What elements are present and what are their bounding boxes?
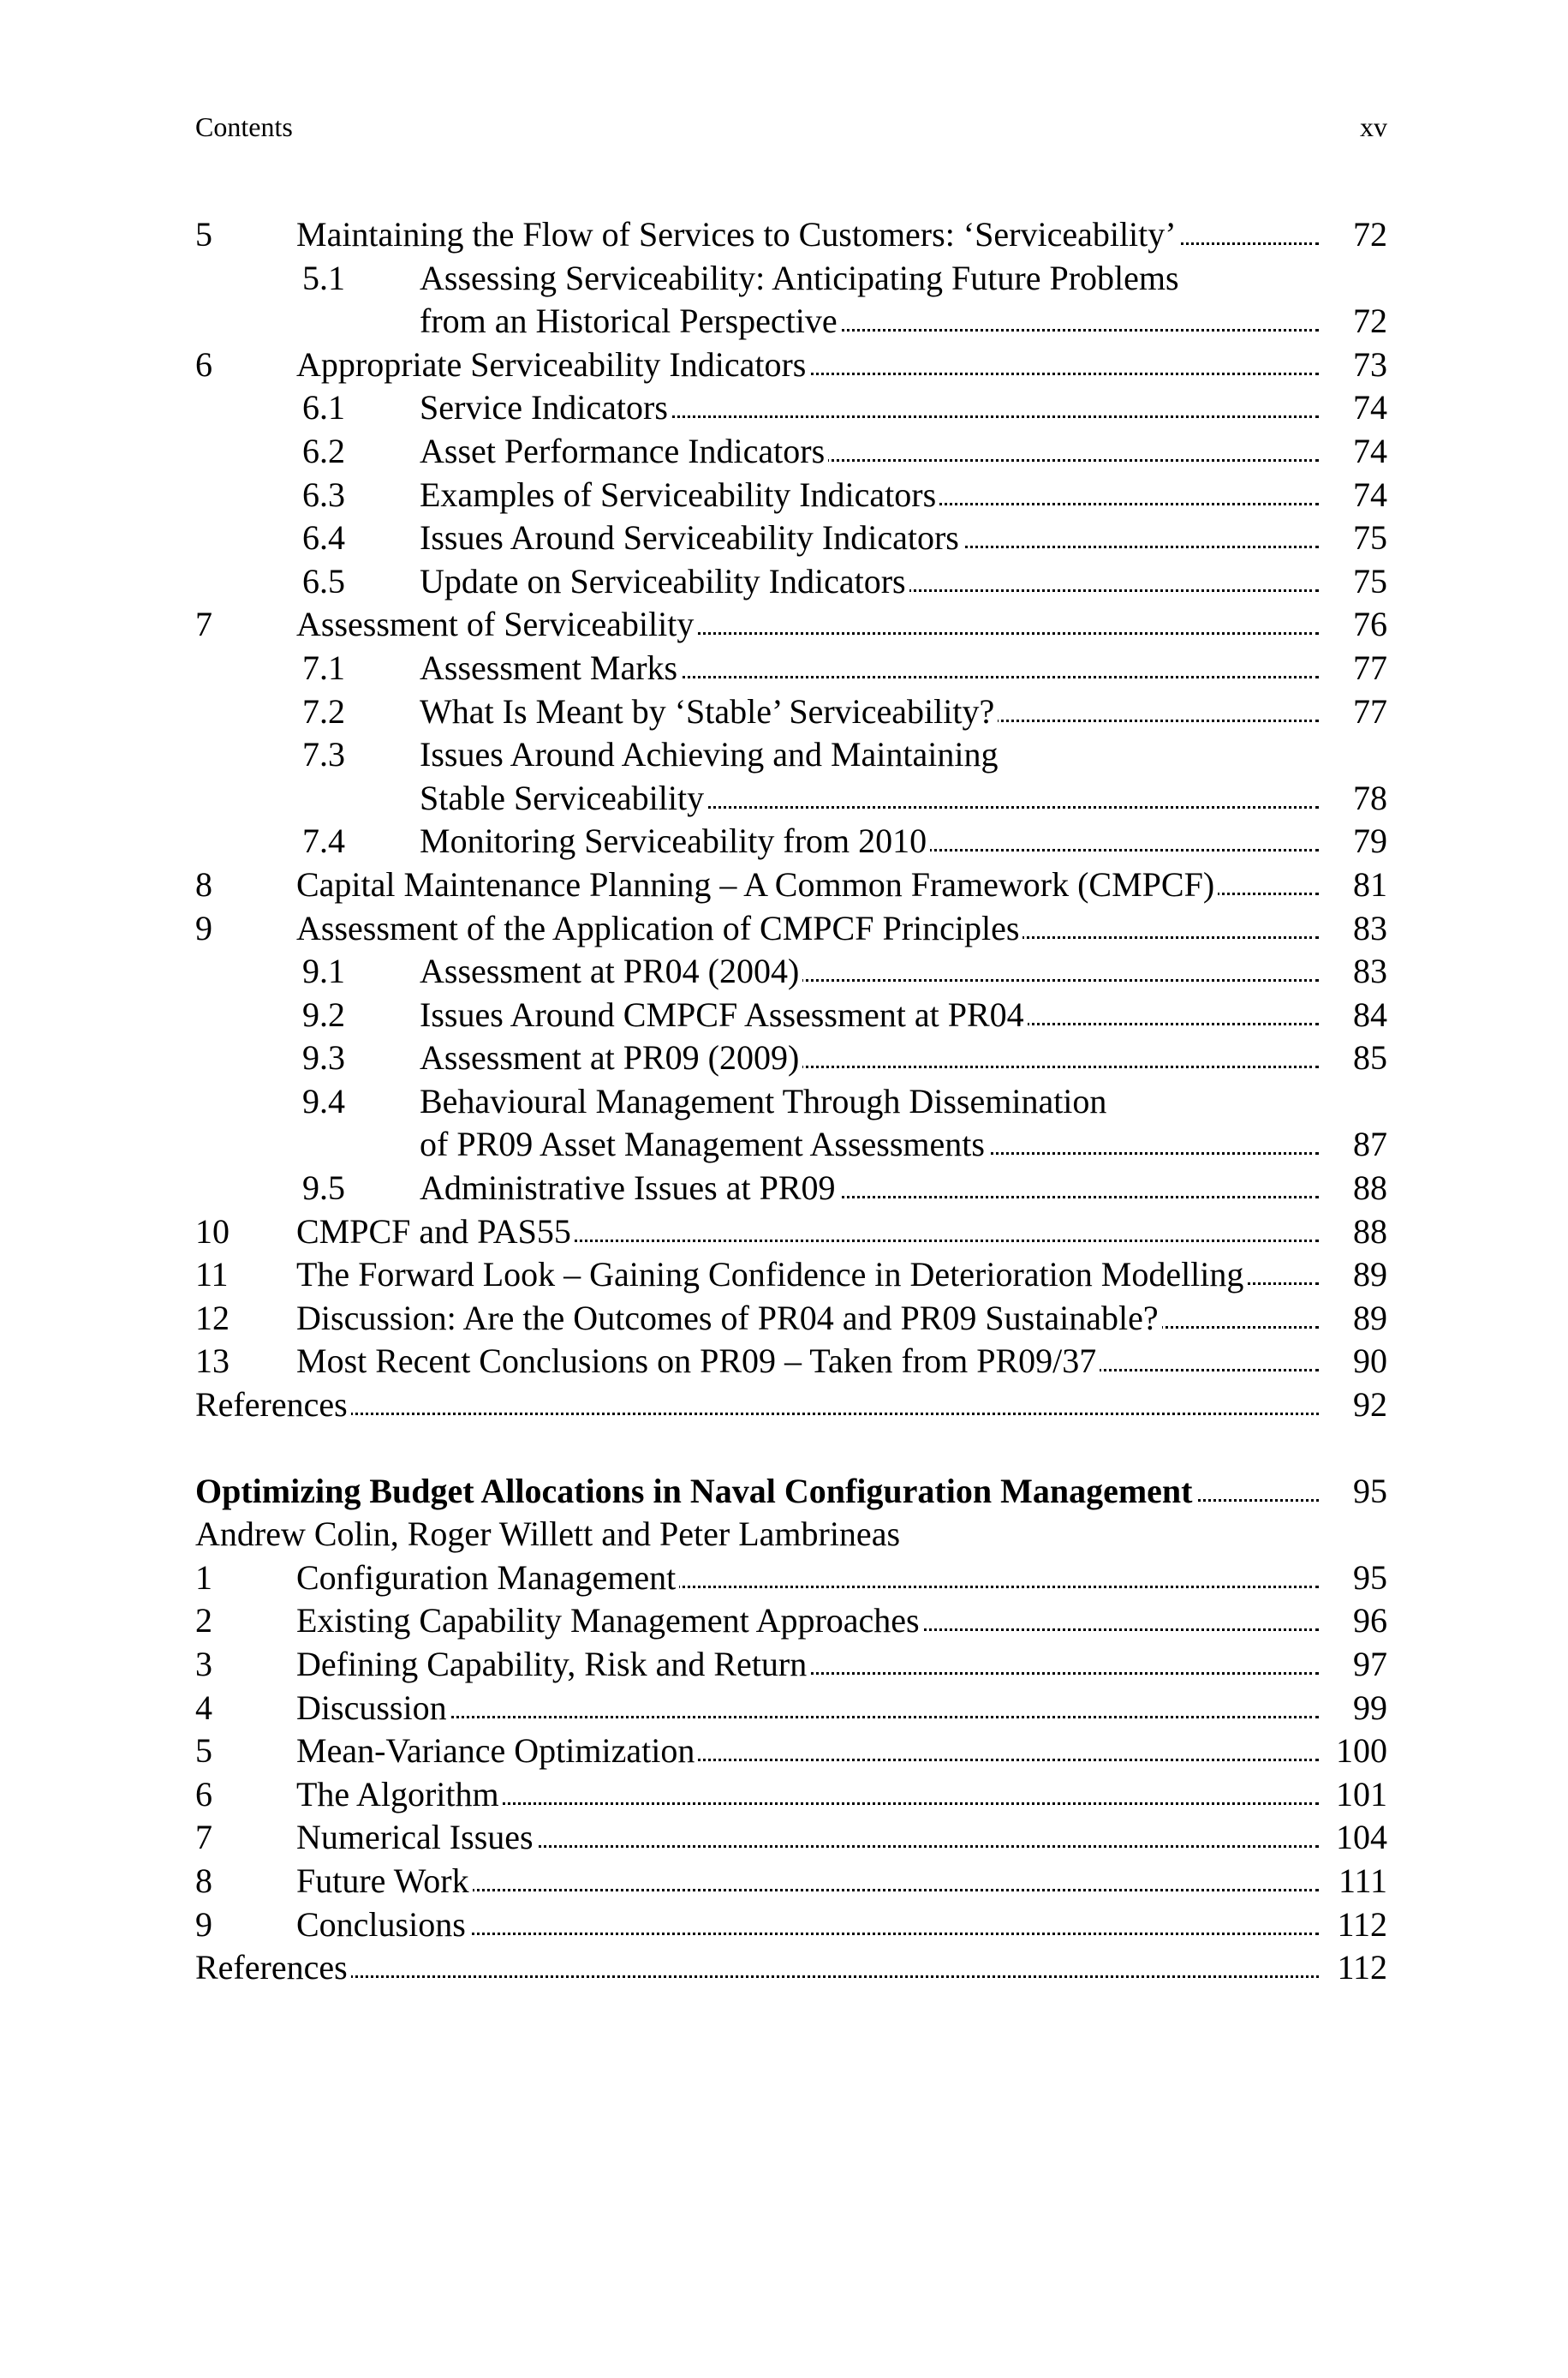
entry-body bbox=[296, 1773, 1387, 1816]
entry-body bbox=[420, 474, 1387, 517]
toc-entry bbox=[195, 733, 1387, 777]
toc-entry bbox=[195, 1210, 1387, 1254]
toc-entry bbox=[195, 1946, 1387, 1990]
entry-page-number: 96 bbox=[1319, 1599, 1387, 1642]
toc-entry bbox=[195, 1297, 1387, 1341]
entry-number: 5 bbox=[195, 1731, 212, 1771]
entry-number: 7 bbox=[195, 605, 212, 644]
entry-title: Future Work bbox=[296, 1861, 473, 1900]
entry-title: References bbox=[195, 1948, 351, 1987]
entry-title: Issues Around Serviceability Indicators bbox=[420, 518, 963, 557]
entry-title: References bbox=[195, 1385, 351, 1424]
entry-body bbox=[420, 386, 1387, 429]
entry-page-number: 74 bbox=[1319, 386, 1387, 429]
entry-page-number: 88 bbox=[1319, 1167, 1387, 1210]
entry-title: Appropriate Serviceability Indicators bbox=[296, 345, 809, 384]
entry-number: 8 bbox=[195, 1861, 212, 1900]
entry-number: 2 bbox=[195, 1601, 212, 1640]
entry-page-number: 75 bbox=[1319, 560, 1387, 603]
entry-number: 13 bbox=[195, 1341, 230, 1381]
entry-number: 9.4 bbox=[302, 1081, 345, 1120]
toc-entry bbox=[195, 1773, 1387, 1817]
entry-title: Examples of Serviceability Indicators bbox=[420, 475, 939, 514]
entry-body bbox=[296, 603, 1387, 646]
entry-body bbox=[420, 560, 1387, 603]
entry-body bbox=[296, 907, 1387, 950]
entry-body bbox=[420, 517, 1387, 559]
toc-entry bbox=[195, 1687, 1387, 1730]
entry-number: 9.1 bbox=[302, 952, 345, 991]
toc-entry bbox=[195, 1556, 1387, 1600]
dot-leader bbox=[195, 1975, 1319, 1978]
section-gap bbox=[195, 1427, 1387, 1470]
toc-entry bbox=[195, 1080, 1387, 1124]
entry-body bbox=[420, 950, 1387, 993]
entry-body bbox=[420, 300, 1387, 343]
toc-entry bbox=[195, 907, 1387, 951]
entry-body bbox=[420, 994, 1387, 1037]
entry-number: 7 bbox=[195, 1818, 212, 1857]
entry-body bbox=[420, 690, 1387, 733]
entry-body bbox=[195, 1470, 1387, 1513]
entry-body bbox=[296, 1903, 1387, 1946]
entry-body bbox=[296, 1860, 1387, 1903]
entry-page-number: 99 bbox=[1319, 1687, 1387, 1730]
entry-page-number: 90 bbox=[1319, 1340, 1387, 1383]
toc-entry bbox=[195, 213, 1387, 257]
entry-title: Issues Around CMPCF Assessment at PR04 bbox=[420, 995, 1028, 1034]
entry-page-number: 75 bbox=[1319, 517, 1387, 559]
entry-number: 6 bbox=[195, 1774, 212, 1813]
entry-page-number: 95 bbox=[1319, 1556, 1387, 1599]
entry-page-number: 89 bbox=[1319, 1297, 1387, 1340]
entry-title: What Is Meant by ‘Stable’ Serviceability? bbox=[420, 692, 998, 731]
toc-entry bbox=[195, 820, 1387, 863]
toc-entry bbox=[195, 1383, 1387, 1427]
table-of-contents bbox=[195, 213, 1387, 1990]
entry-number: 6.5 bbox=[302, 561, 345, 600]
entry-body bbox=[420, 1037, 1387, 1079]
entry-page-number: 78 bbox=[1319, 777, 1387, 820]
entry-title: Numerical Issues bbox=[296, 1818, 537, 1856]
dot-leader bbox=[195, 1413, 1319, 1415]
entry-body bbox=[420, 777, 1387, 820]
entry-page-number: 111 bbox=[1319, 1860, 1387, 1903]
entry-body bbox=[420, 647, 1387, 690]
entry-body bbox=[296, 863, 1387, 906]
entry-number: 9 bbox=[195, 1904, 212, 1944]
entry-number: 3 bbox=[195, 1645, 212, 1683]
entry-page-number: 101 bbox=[1319, 1773, 1387, 1816]
entry-title: Assessing Serviceability: Anticipating Future Problems bbox=[420, 259, 1183, 297]
entry-title: Optimizing Budget Allocations in Naval Configuration Management bbox=[195, 1472, 1196, 1510]
chapter-title-entry bbox=[195, 1470, 1387, 1514]
entry-body bbox=[195, 1513, 1387, 1556]
entry-page-number: 95 bbox=[1319, 1470, 1387, 1513]
entry-title: Defining Capability, Risk and Return bbox=[296, 1645, 810, 1683]
entry-body bbox=[296, 1599, 1387, 1642]
toc-entry bbox=[195, 777, 1387, 821]
toc-entry bbox=[195, 1816, 1387, 1860]
entry-page-number: 100 bbox=[1319, 1730, 1387, 1772]
entry-page-number: 85 bbox=[1319, 1037, 1387, 1079]
entry-number: 7.4 bbox=[302, 822, 345, 861]
toc-entry bbox=[195, 647, 1387, 690]
entry-body bbox=[420, 430, 1387, 473]
toc-entry bbox=[195, 1253, 1387, 1297]
entry-title: Discussion: Are the Outcomes of PR04 and PR09 Sustainable? bbox=[296, 1299, 1162, 1337]
entry-number: 9.5 bbox=[302, 1168, 345, 1208]
entry-body bbox=[296, 1556, 1387, 1599]
entry-page-number: 74 bbox=[1319, 474, 1387, 517]
toc-entry bbox=[195, 690, 1387, 734]
entry-body bbox=[296, 1210, 1387, 1253]
page-header bbox=[195, 110, 1387, 144]
toc-entry bbox=[195, 1903, 1387, 1947]
entry-number: 7.3 bbox=[302, 735, 345, 774]
toc-entry bbox=[195, 950, 1387, 994]
toc-entry bbox=[195, 1860, 1387, 1903]
toc-entry bbox=[195, 300, 1387, 344]
entry-title: Most Recent Conclusions on PR09 – Taken from PR09/37 bbox=[296, 1341, 1100, 1380]
entry-title: Assessment Marks bbox=[420, 648, 681, 687]
entry-body bbox=[420, 1167, 1387, 1210]
toc-entry bbox=[195, 517, 1387, 560]
toc-entry bbox=[195, 386, 1387, 430]
entry-page-number: 81 bbox=[1319, 863, 1387, 906]
toc-entry bbox=[195, 1123, 1387, 1167]
entry-title: CMPCF and PAS55 bbox=[296, 1212, 575, 1251]
entry-page-number: 83 bbox=[1319, 950, 1387, 993]
entry-number: 6.2 bbox=[302, 431, 345, 470]
toc-entry bbox=[195, 1643, 1387, 1687]
toc-entry bbox=[195, 560, 1387, 604]
entry-number: 5.1 bbox=[302, 258, 345, 297]
toc-entry bbox=[195, 1167, 1387, 1210]
entry-page-number: 87 bbox=[1319, 1123, 1387, 1166]
page-number: xv bbox=[1360, 111, 1387, 142]
entry-body bbox=[296, 1643, 1387, 1686]
entry-body bbox=[195, 1946, 1387, 1989]
entry-body bbox=[296, 1340, 1387, 1383]
entry-page-number: 88 bbox=[1319, 1210, 1387, 1253]
entry-number: 7.1 bbox=[302, 648, 345, 687]
entry-body bbox=[296, 1687, 1387, 1730]
entry-title: Issues Around Achieving and Maintaining bbox=[420, 735, 1001, 774]
entry-number: 5 bbox=[195, 215, 212, 254]
toc-entry bbox=[195, 863, 1387, 907]
toc-entry bbox=[195, 1730, 1387, 1773]
entry-title: The Forward Look – Gaining Confidence in Deterioration Modelling bbox=[296, 1255, 1247, 1294]
entry-number: 12 bbox=[195, 1298, 230, 1337]
entry-title: Conclusions bbox=[296, 1905, 469, 1944]
entry-body bbox=[420, 820, 1387, 863]
entry-body bbox=[420, 1123, 1387, 1166]
toc-entry bbox=[195, 603, 1387, 647]
entry-body bbox=[296, 1297, 1387, 1340]
entry-page-number: 73 bbox=[1319, 344, 1387, 386]
entry-page-number: 72 bbox=[1319, 213, 1387, 256]
entry-number: 9 bbox=[195, 908, 212, 947]
entry-title: Assessment of the Application of CMPCF Principles bbox=[296, 909, 1022, 947]
entry-title: Update on Serviceability Indicators bbox=[420, 562, 909, 600]
entry-body bbox=[296, 344, 1387, 386]
entry-title: Andrew Colin, Roger Willett and Peter Lambrineas bbox=[195, 1515, 903, 1553]
entry-title: Service Indicators bbox=[420, 388, 671, 427]
entry-number: 10 bbox=[195, 1211, 230, 1251]
entry-page-number: 112 bbox=[1319, 1903, 1387, 1946]
toc-entry bbox=[195, 1340, 1387, 1383]
entry-page-number: 84 bbox=[1319, 994, 1387, 1037]
entry-number: 6 bbox=[195, 344, 212, 384]
entry-number: 9.2 bbox=[302, 995, 345, 1034]
entry-number: 4 bbox=[195, 1688, 212, 1727]
entry-number: 6.3 bbox=[302, 475, 345, 514]
entry-body bbox=[296, 1730, 1387, 1772]
entry-page-number: 89 bbox=[1319, 1253, 1387, 1296]
entry-title: Configuration Management bbox=[296, 1558, 679, 1597]
entry-title: Assessment of Serviceability bbox=[296, 605, 697, 643]
entry-body bbox=[195, 1383, 1387, 1426]
entry-title: Maintaining the Flow of Services to Customers: ‘Serviceability’ bbox=[296, 215, 1180, 254]
entry-title: Discussion bbox=[296, 1688, 450, 1727]
entry-title: Behavioural Management Through Dissemination bbox=[420, 1082, 1110, 1120]
entry-body bbox=[420, 257, 1387, 300]
entry-number: 6.1 bbox=[302, 388, 345, 427]
entry-body bbox=[296, 1816, 1387, 1859]
entry-page-number: 77 bbox=[1319, 647, 1387, 690]
entry-title: from an Historical Perspective bbox=[420, 302, 841, 340]
entry-number: 6.4 bbox=[302, 518, 345, 558]
entry-body bbox=[296, 1253, 1387, 1296]
entry-page-number: 74 bbox=[1319, 430, 1387, 473]
entry-title: Assessment at PR04 (2004) bbox=[420, 952, 802, 990]
entry-title: Administrative Issues at PR09 bbox=[420, 1168, 839, 1207]
toc-entry bbox=[195, 474, 1387, 517]
entry-page-number: 77 bbox=[1319, 690, 1387, 733]
entry-body bbox=[296, 213, 1387, 256]
entry-body bbox=[420, 733, 1387, 776]
entry-number: 8 bbox=[195, 864, 212, 904]
entry-page-number: 76 bbox=[1319, 603, 1387, 646]
entry-page-number: 79 bbox=[1319, 820, 1387, 863]
entry-page-number: 104 bbox=[1319, 1816, 1387, 1859]
toc-entry bbox=[195, 1599, 1387, 1643]
entry-number: 11 bbox=[195, 1255, 229, 1294]
toc-entry bbox=[195, 1513, 1387, 1556]
entry-title: The Algorithm bbox=[296, 1775, 503, 1813]
entry-number: 1 bbox=[195, 1557, 212, 1597]
entry-title: Monitoring Serviceability from 2010 bbox=[420, 822, 930, 860]
entry-page-number: 97 bbox=[1319, 1643, 1387, 1686]
entry-page-number: 72 bbox=[1319, 300, 1387, 343]
entry-title: Existing Capability Management Approaches bbox=[296, 1601, 923, 1640]
entry-title: of PR09 Asset Management Assessments bbox=[420, 1125, 988, 1163]
toc-entry bbox=[195, 1037, 1387, 1080]
toc-entry bbox=[195, 344, 1387, 387]
entry-title: Mean-Variance Optimization bbox=[296, 1731, 698, 1770]
entry-title: Asset Performance Indicators bbox=[420, 432, 828, 470]
entry-body bbox=[420, 1080, 1387, 1123]
entry-number: 9.3 bbox=[302, 1038, 345, 1078]
running-head: Contents bbox=[195, 111, 293, 142]
toc-entry bbox=[195, 257, 1387, 301]
entry-number: 7.2 bbox=[302, 691, 345, 731]
entry-title: Capital Maintenance Planning – A Common Framework (CMPCF) bbox=[296, 865, 1218, 904]
toc-entry bbox=[195, 430, 1387, 474]
entry-page-number: 83 bbox=[1319, 907, 1387, 950]
entry-page-number: 92 bbox=[1319, 1383, 1387, 1426]
toc-entry bbox=[195, 994, 1387, 1037]
entry-page-number: 112 bbox=[1319, 1946, 1387, 1989]
entry-title: Stable Serviceability bbox=[420, 779, 707, 817]
entry-title: Assessment at PR09 (2009) bbox=[420, 1038, 802, 1077]
